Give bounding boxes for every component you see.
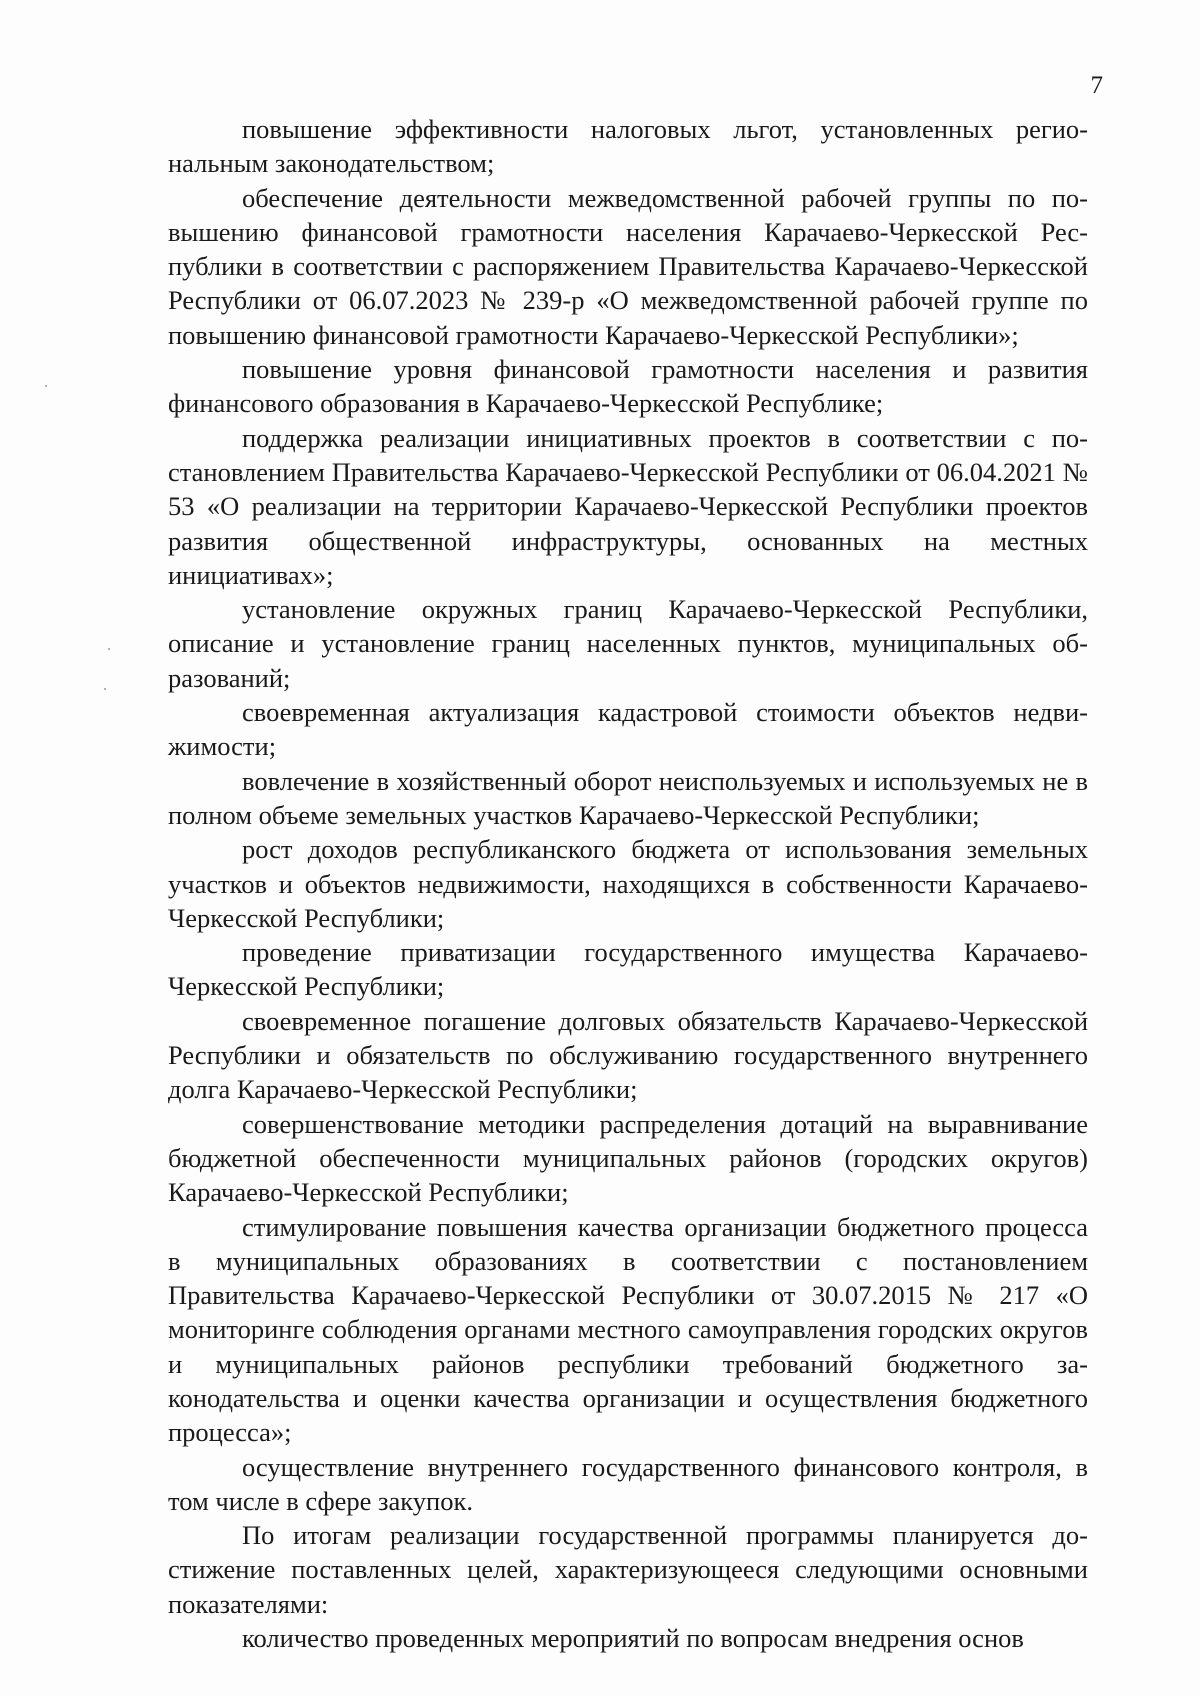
paragraph: совершенствование методики распределения дотаций на выравнивание бюджетной обеспеченности муниципальных районов (городских округов) Карачаево-Черкесской Республики; bbox=[168, 1108, 1088, 1208]
paragraph: осуществление внутреннего государственного финансового контроля, в том числе в сфере закупок. bbox=[168, 1451, 1088, 1516]
scan-speck bbox=[104, 688, 106, 690]
paragraph: установление окружных границ Карачаево-Черкесской Республики, описание и установление границ населенных пунктов, муниципальных образований; bbox=[168, 594, 1088, 693]
paragraph: повышение эффективности налоговых льгот, установленных региональным законодательством; bbox=[168, 114, 1088, 179]
paragraph: проведение приватизации государственного имущества Карачаево-Черкесской Республики; bbox=[168, 937, 1088, 1002]
paragraph: По итогам реализации государственной программы планируется достижение поставленных целей, характеризующееся следующими основными показателями: bbox=[168, 1520, 1088, 1619]
paragraph: своевременная актуализация кадастровой стоимости объектов недвижимости; bbox=[168, 697, 1088, 762]
paragraph: рост доходов республиканского бюджета от использования земельных участков и объектов недвижимости, находящихся в собственности Карачаево-Черкесской Республики; bbox=[168, 834, 1088, 933]
scan-speck bbox=[108, 648, 110, 650]
page-number: 7 bbox=[1090, 72, 1103, 99]
paragraph: вовлечение в хозяйственный оборот неиспользуемых и используемых не в полном объеме земельных участков Карачаево-Черкесской Республики; bbox=[168, 765, 1088, 830]
paragraph: своевременное погашение долговых обязательств Карачаево-Черкесской Республики и обязательств по обслуживанию государственного внутреннего долга Карачаево-Черкесской Республики; bbox=[168, 1005, 1088, 1105]
paragraph: стимулирование повышения качества организации бюджетного процесса в муниципальных образованиях в соответствии с постановлением Правительства Карачаево-Черкесской Республики от 30.07.2015 № 217 «О мониторинге соблюдения органами местного самоуправления городских округов и муниципальных районов республики требований бюджетного законодательства и оценки качества организации и осуществления бюджетного процесса»; bbox=[168, 1211, 1088, 1448]
paragraph: повышение уровня финансовой грамотности населения и развития финансового образования в Карачаево-Черкесской Республике; bbox=[168, 354, 1088, 419]
document-body bbox=[168, 112, 1088, 1655]
paragraph: количество проведенных мероприятий по вопросам внедрения основ bbox=[242, 1623, 1024, 1654]
paragraph: обеспечение деятельности межведомственной рабочей группы по повышению финансовой грамотности населения Карачаево-Черкесской Республики в соответствии с распоряжением Правительства Карачаево-Черкесской Республики от 06.07.2023 № 239-р «О межведомственной рабочей группе по повышению финансовой грамотности Карачаево-Черкесской Республики»; bbox=[168, 182, 1088, 350]
paragraph: поддержка реализации инициативных проектов в соответствии с постановлением Правительства Карачаево-Черкесской Республики от 06.04.2021 № 53 «О реализации на территории Карачаево-Черкесской Республики проектов развития общественной инфраструктуры, основанных на местных инициативах»; bbox=[168, 422, 1088, 590]
scan-speck bbox=[45, 385, 47, 387]
